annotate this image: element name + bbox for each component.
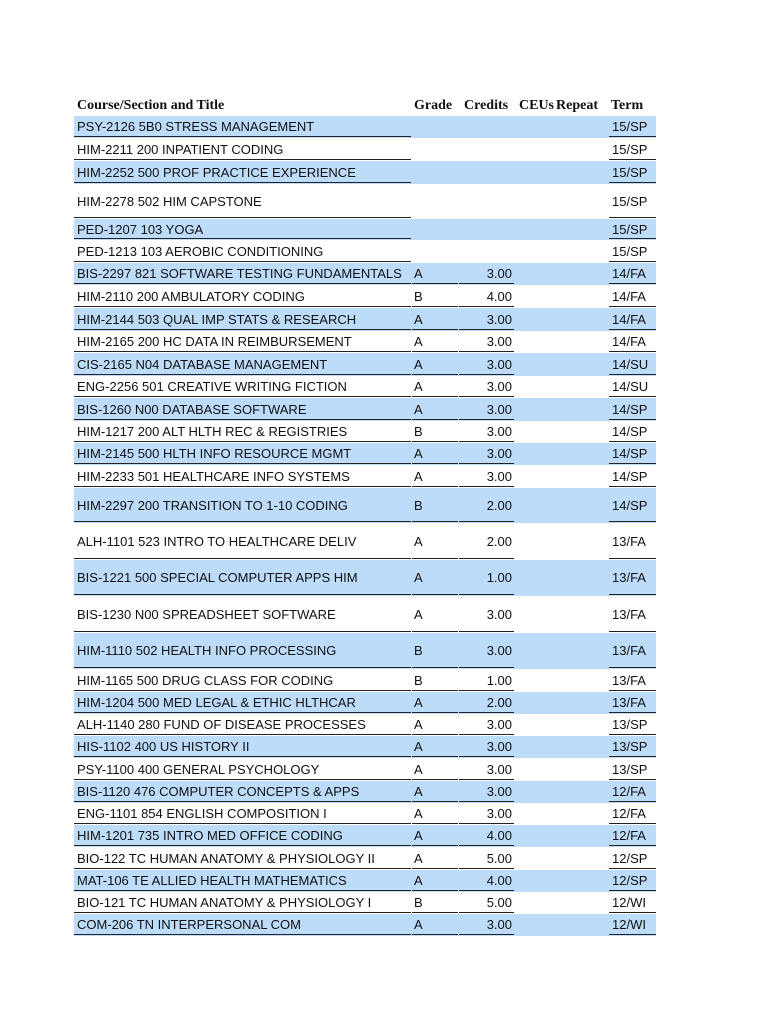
cell-border (459, 396, 514, 397)
cell-border (609, 631, 656, 632)
course-title: HIM-1165 500 DRUG CLASS FOR CODING (77, 673, 334, 688)
table-row (74, 263, 656, 285)
course-grade: A (414, 873, 423, 888)
cell-border (459, 934, 514, 935)
course-title: BIS-1260 N00 DATABASE SOFTWARE (77, 402, 307, 417)
table-row (74, 847, 656, 870)
cell-border (412, 779, 458, 780)
cell-border (459, 779, 514, 780)
cell-border (609, 823, 656, 824)
cell-border (74, 351, 411, 352)
course-term: 12/FA (612, 828, 646, 843)
cell-border (609, 912, 656, 913)
cell-border (412, 419, 458, 420)
cell-border (412, 690, 458, 691)
cell-border (74, 912, 411, 913)
cell-border (609, 779, 656, 780)
course-grade: A (414, 357, 423, 372)
course-title: HIM-2278 502 HIM CAPSTONE (77, 194, 262, 209)
cell-border (412, 868, 458, 869)
course-term: 13/SP (612, 762, 648, 777)
cell-border (74, 441, 411, 442)
cell-border (412, 667, 458, 668)
course-grade: A (414, 402, 423, 417)
course-term: 14/SP (612, 424, 648, 439)
table-row (74, 443, 656, 465)
cell-border (412, 558, 458, 559)
course-grade: A (414, 695, 423, 710)
table-row (74, 376, 656, 398)
cell-border (609, 306, 656, 307)
course-grade: A (414, 851, 423, 866)
course-credits: 2.00 (486, 534, 512, 549)
cell-border (459, 419, 514, 420)
cell-border (412, 734, 458, 735)
course-term: 15/SP (612, 119, 648, 134)
cell-border (74, 329, 411, 330)
cell-border (74, 823, 411, 824)
table-row (74, 892, 656, 914)
header-repeat: Repeat (556, 98, 598, 113)
course-grade: A (414, 762, 423, 777)
cell-border (609, 734, 656, 735)
course-credits: 3.00 (486, 334, 512, 349)
course-term: 12/WI (612, 917, 646, 932)
table-row (74, 331, 656, 353)
course-title: PSY-2126 5B0 STRESS MANAGEMENT (77, 119, 315, 134)
course-grade: A (414, 334, 423, 349)
course-title: HIM-2252 500 PROF PRACTICE EXPERIENCE (77, 165, 356, 180)
cell-border (74, 779, 411, 780)
table-row (74, 781, 656, 803)
cell-border (459, 558, 514, 559)
course-term: 14/SU (612, 379, 649, 394)
course-credits: 4.00 (486, 828, 512, 843)
cell-border (412, 890, 458, 891)
cell-border (74, 182, 411, 183)
course-term: 13/FA (612, 570, 646, 585)
cell-border (459, 374, 514, 375)
table-row (74, 758, 656, 781)
course-term: 14/FA (612, 266, 646, 281)
course-title: PSY-1100 400 GENERAL PSYCHOLOGY (77, 762, 320, 777)
table-row (74, 714, 656, 736)
course-title: BIO-122 TC HUMAN ANATOMY & PHYSIOLOGY II (77, 851, 375, 866)
table-row (74, 692, 656, 714)
course-term: 12/SP (612, 873, 648, 888)
course-title: HIM-2233 501 HEALTHCARE INFO SYSTEMS (77, 469, 350, 484)
cell-border (609, 441, 656, 442)
course-term: 14/SP (612, 446, 648, 461)
header-course: Course/Section and Title (77, 98, 225, 113)
course-credits: 4.00 (486, 873, 512, 888)
table-row (74, 736, 656, 758)
table-row (74, 398, 656, 421)
cell-border (609, 283, 656, 284)
course-credits: 5.00 (486, 851, 512, 866)
cell-border (412, 631, 458, 632)
cell-border (412, 374, 458, 375)
cell-border (459, 521, 514, 522)
cell-border (412, 756, 458, 757)
course-term: 13/SP (612, 717, 648, 732)
cell-border (412, 934, 458, 935)
course-credits: 3.00 (486, 917, 512, 932)
cell-border (412, 463, 458, 464)
course-term: 12/SP (612, 851, 648, 866)
course-term: 15/SP (612, 142, 648, 157)
course-grade: A (414, 828, 423, 843)
course-credits: 3.00 (486, 312, 512, 327)
cell-border (74, 594, 411, 595)
course-grade: A (414, 717, 423, 732)
cell-border (609, 463, 656, 464)
course-credits: 4.00 (486, 289, 512, 304)
cell-border (74, 734, 411, 735)
table-row (74, 633, 656, 669)
course-credits: 3.00 (486, 266, 512, 281)
cell-border (609, 521, 656, 522)
cell-border (609, 136, 656, 137)
course-title: HIM-1204 500 MED LEGAL & ETHIC HLTHCAR (77, 695, 356, 710)
course-grade: B (414, 424, 423, 439)
cell-border (74, 934, 411, 935)
cell-border (459, 690, 514, 691)
cell-border (74, 667, 411, 668)
cell-border (459, 463, 514, 464)
cell-border (609, 890, 656, 891)
cell-border (74, 845, 411, 846)
cell-border (74, 396, 411, 397)
course-term: 13/FA (612, 643, 646, 658)
course-grade: A (414, 469, 423, 484)
course-term: 15/SP (612, 244, 648, 259)
cell-border (609, 419, 656, 420)
course-term: 14/FA (612, 289, 646, 304)
cell-border (609, 396, 656, 397)
course-credits: 5.00 (486, 895, 512, 910)
course-term: 12/FA (612, 806, 646, 821)
cell-border (609, 486, 656, 487)
table-row (74, 669, 656, 692)
cell-border (459, 329, 514, 330)
table-row (74, 138, 656, 161)
table-row (74, 488, 656, 523)
table-header (74, 96, 658, 116)
cell-border (74, 631, 411, 632)
cell-border (412, 283, 458, 284)
cell-border (74, 283, 411, 284)
course-grade: A (414, 784, 423, 799)
course-credits: 3.00 (486, 402, 512, 417)
cell-border (459, 283, 514, 284)
cell-border (609, 667, 656, 668)
table-row (74, 116, 656, 138)
course-title: HIM-1201 735 INTRO MED OFFICE CODING (77, 828, 343, 843)
course-title: PED-1207 103 YOGA (77, 222, 204, 237)
cell-border (609, 756, 656, 757)
course-grade: A (414, 607, 423, 622)
course-term: 13/FA (612, 534, 646, 549)
course-credits: 3.00 (486, 643, 512, 658)
table-row (74, 285, 656, 308)
course-title: BIO-121 TC HUMAN ANATOMY & PHYSIOLOGY I (77, 895, 372, 910)
cell-border (609, 934, 656, 935)
cell-border (412, 306, 458, 307)
cell-border (459, 912, 514, 913)
cell-border (609, 217, 656, 218)
course-grade: A (414, 570, 423, 585)
cell-border (609, 690, 656, 691)
course-credits: 1.00 (486, 570, 512, 585)
cell-border (74, 756, 411, 757)
course-title: HIS-1102 400 US HISTORY II (77, 739, 250, 754)
cell-border (609, 845, 656, 846)
course-term: 14/SU (612, 357, 649, 372)
cell-border (412, 912, 458, 913)
course-credits: 3.00 (486, 379, 512, 394)
table-row (74, 421, 656, 443)
cell-border (412, 823, 458, 824)
course-credits: 2.00 (486, 695, 512, 710)
cell-border (459, 351, 514, 352)
course-grade: B (414, 673, 423, 688)
cell-border (74, 521, 411, 522)
cell-border (412, 845, 458, 846)
course-title: PED-1213 103 AEROBIC CONDITIONING (77, 244, 324, 259)
cell-border (459, 306, 514, 307)
cell-border (74, 419, 411, 420)
course-term: 12/WI (612, 895, 646, 910)
table-body (74, 116, 658, 936)
course-term: 14/SP (612, 402, 648, 417)
course-title: HIM-2165 200 HC DATA IN REIMBURSEMENT (77, 334, 352, 349)
cell-border (459, 734, 514, 735)
course-title: ENG-2256 501 CREATIVE WRITING FICTION (77, 379, 347, 394)
cell-border (609, 594, 656, 595)
course-title: COM-206 TN INTERPERSONAL COM (77, 917, 301, 932)
course-credits: 3.00 (486, 739, 512, 754)
cell-border (459, 441, 514, 442)
cell-border (412, 329, 458, 330)
course-grade: A (414, 739, 423, 754)
course-credits: 3.00 (486, 357, 512, 372)
cell-border (412, 712, 458, 713)
table-row (74, 914, 656, 936)
course-credits: 1.00 (486, 673, 512, 688)
cell-border (412, 351, 458, 352)
table-row (74, 825, 656, 847)
course-credits: 3.00 (486, 607, 512, 622)
cell-border (609, 329, 656, 330)
course-title: MAT-106 TE ALLIED HEALTH MATHEMATICS (77, 873, 347, 888)
course-title: HIM-2297 200 TRANSITION TO 1-10 CODING (77, 498, 348, 513)
cell-border (74, 306, 411, 307)
table-row (74, 161, 656, 184)
cell-border (74, 868, 411, 869)
course-grade: A (414, 379, 423, 394)
cell-border (74, 261, 411, 262)
course-title: HIM-2110 200 AMBULATORY CODING (77, 289, 305, 304)
transcript-table (74, 96, 658, 936)
course-term: 15/SP (612, 165, 648, 180)
cell-border (609, 351, 656, 352)
course-title: ENG-1101 854 ENGLISH COMPOSITION I (77, 806, 327, 821)
table-row (74, 219, 656, 240)
course-term: 15/SP (612, 222, 648, 237)
course-title: BIS-1230 N00 SPREADSHEET SOFTWARE (77, 607, 336, 622)
course-term: 13/FA (612, 607, 646, 622)
cell-border (74, 238, 411, 239)
course-title: CIS-2165 N04 DATABASE MANAGEMENT (77, 357, 328, 372)
header-term: Term (611, 98, 644, 113)
course-term: 14/SP (612, 469, 648, 484)
cell-border (74, 712, 411, 713)
cell-border (412, 441, 458, 442)
table-row (74, 803, 656, 825)
cell-border (609, 868, 656, 869)
cell-border (609, 558, 656, 559)
course-title: HIM-1110 502 HEALTH INFO PROCESSING (77, 643, 337, 658)
course-credits: 3.00 (486, 784, 512, 799)
table-row (74, 308, 656, 331)
course-term: 13/SP (612, 739, 648, 754)
course-grade: B (414, 498, 423, 513)
course-term: 13/FA (612, 673, 646, 688)
cell-border (609, 801, 656, 802)
course-grade: A (414, 534, 423, 549)
course-grade: B (414, 895, 423, 910)
course-title: HIM-2144 503 QUAL IMP STATS & RESEARCH (77, 312, 357, 327)
table-row (74, 184, 656, 219)
cell-border (609, 374, 656, 375)
course-title: HIM-2211 200 INPATIENT CODING (77, 142, 284, 157)
cell-border (74, 558, 411, 559)
cell-border (74, 463, 411, 464)
cell-border (459, 712, 514, 713)
course-term: 14/FA (612, 312, 646, 327)
course-title: ALH-1101 523 INTRO TO HEALTHCARE DELIV (77, 534, 357, 549)
cell-border (459, 594, 514, 595)
cell-border (459, 756, 514, 757)
course-term: 15/SP (612, 194, 648, 209)
table-row (74, 560, 656, 596)
cell-border (459, 486, 514, 487)
course-term: 13/FA (612, 695, 646, 710)
course-title: HIM-1217 200 ALT HLTH REC & REGISTRIES (77, 424, 348, 439)
cell-border (459, 890, 514, 891)
course-credits: 2.00 (486, 498, 512, 513)
header-ceus: CEUs (519, 98, 555, 113)
cell-border (459, 845, 514, 846)
course-credits: 3.00 (486, 806, 512, 821)
course-grade: B (414, 643, 423, 658)
course-grade: B (414, 289, 423, 304)
cell-border (412, 594, 458, 595)
course-title: BIS-2297 821 SOFTWARE TESTING FUNDAMENTALS (77, 266, 402, 281)
course-grade: A (414, 917, 423, 932)
cell-border (459, 801, 514, 802)
course-grade: A (414, 446, 423, 461)
cell-border (412, 396, 458, 397)
course-term: 14/FA (612, 334, 646, 349)
course-grade: A (414, 312, 423, 327)
course-grade: A (414, 266, 423, 281)
course-credits: 3.00 (486, 424, 512, 439)
table-row (74, 465, 656, 488)
cell-border (74, 136, 411, 137)
course-credits: 3.00 (486, 762, 512, 777)
cell-border (459, 667, 514, 668)
cell-border (609, 182, 656, 183)
cell-border (412, 521, 458, 522)
course-credits: 3.00 (486, 717, 512, 732)
table-row (74, 353, 656, 376)
cell-border (459, 631, 514, 632)
cell-border (74, 159, 411, 160)
course-credits: 3.00 (486, 446, 512, 461)
cell-border (609, 261, 656, 262)
cell-border (74, 217, 411, 218)
cell-border (459, 823, 514, 824)
course-credits: 3.00 (486, 469, 512, 484)
table-row (74, 523, 656, 560)
course-title: HIM-2145 500 HLTH INFO RESOURCE MGMT (77, 446, 352, 461)
cell-border (74, 486, 411, 487)
cell-border (609, 159, 656, 160)
cell-border (74, 690, 411, 691)
cell-border (412, 801, 458, 802)
cell-border (609, 238, 656, 239)
course-term: 14/SP (612, 498, 648, 513)
cell-border (412, 486, 458, 487)
course-grade: A (414, 806, 423, 821)
table-row (74, 240, 656, 263)
table-row (74, 596, 656, 633)
course-title: ALH-1140 280 FUND OF DISEASE PROCESSES (77, 717, 366, 732)
cell-border (459, 868, 514, 869)
course-title: BIS-1221 500 SPECIAL COMPUTER APPS HIM (77, 570, 358, 585)
table-row (74, 870, 656, 892)
header-credits: Credits (464, 98, 509, 113)
cell-border (609, 712, 656, 713)
cell-border (74, 890, 411, 891)
cell-border (74, 801, 411, 802)
course-term: 12/FA (612, 784, 646, 799)
header-grade: Grade (414, 98, 453, 113)
course-title: BIS-1120 476 COMPUTER CONCEPTS & APPS (77, 784, 360, 799)
cell-border (74, 374, 411, 375)
